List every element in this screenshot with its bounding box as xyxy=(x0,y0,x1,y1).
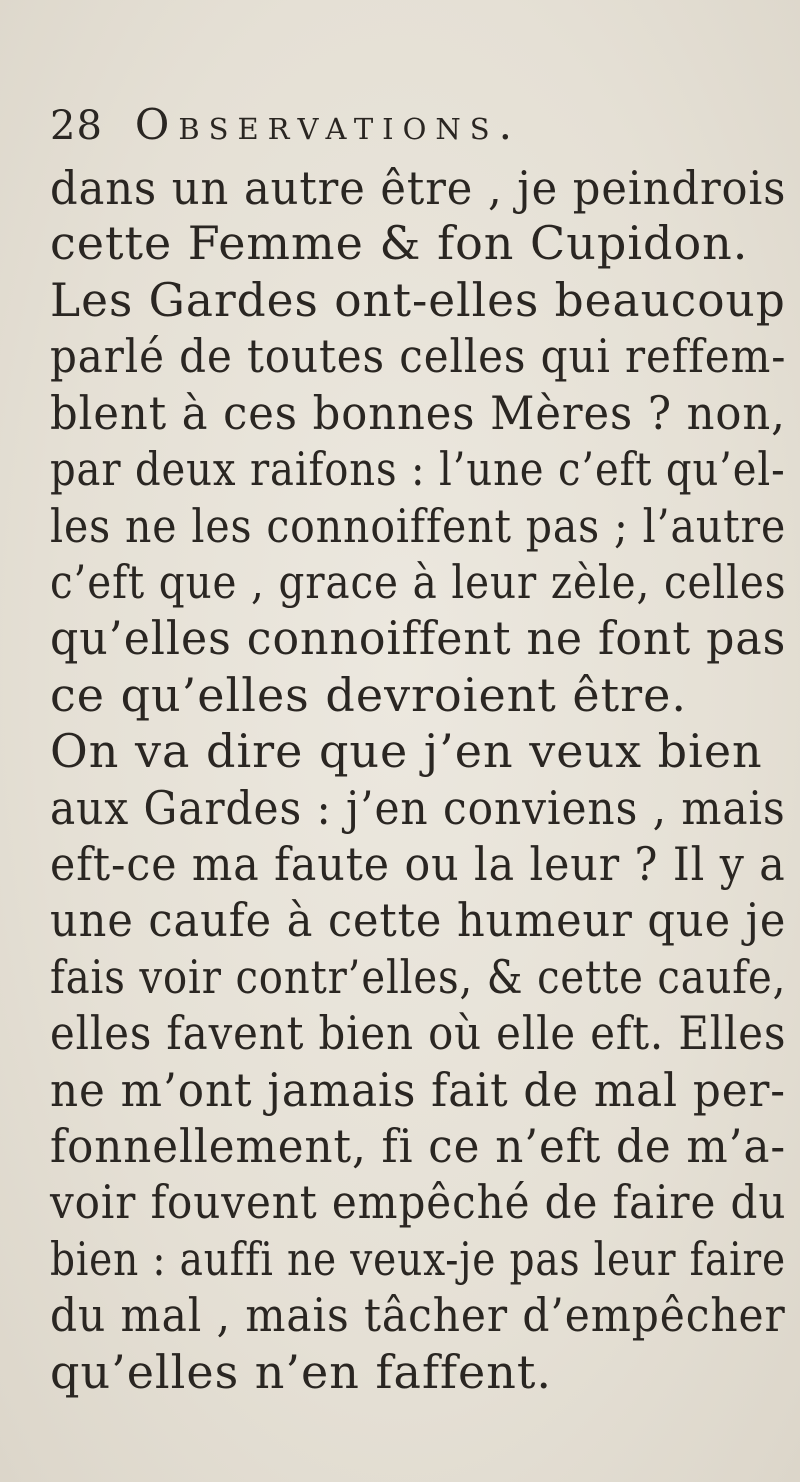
text-line: du mal , mais tâcher d’empêcher xyxy=(50,1288,786,1342)
text-line: fais voir contr’elles, & cette caufe, xyxy=(50,950,787,1004)
text-line: qu’elles n’en faffent. xyxy=(50,1345,552,1399)
text-line: c’eft que , grace à leur zèle, celles xyxy=(50,555,787,609)
text-line: une caufe à cette humeur que je xyxy=(50,893,787,947)
page-header xyxy=(50,100,521,160)
text-line: qu’elles connoiffent ne font pas xyxy=(50,611,787,665)
text-line: bien : auffi ne veux-je pas leur faire xyxy=(50,1232,786,1286)
text-line: fonnellement, fi ce n’eft de m’a- xyxy=(50,1119,787,1173)
text-line: elles favent bien où elle eft. Elles xyxy=(50,1006,787,1060)
text-line: Les Gardes ont-elles beaucoup xyxy=(50,273,786,327)
text-line: par deux raifons : l’une c’eft qu’el- xyxy=(50,442,786,496)
text-line: aux Gardes : j’en conviens , mais xyxy=(50,781,786,835)
text-line: parlé de toutes celles qui reffem- xyxy=(50,329,787,383)
text-line: dans un autre être , je peindrois xyxy=(50,161,787,215)
text-line: ce qu’elles devroient être. xyxy=(50,668,687,722)
text-line: les ne les connoiffent pas ; l’autre xyxy=(50,499,787,553)
text-line: eft-ce ma faute ou la leur ? Il y a xyxy=(50,837,786,891)
text-line: voir fouvent empêché de faire du xyxy=(50,1175,787,1229)
text-line: On va dire que j’en veux bien xyxy=(50,724,763,778)
text-line: ne m’ont jamais fait de mal per- xyxy=(50,1063,786,1117)
text-line: blent à ces bonnes Mères ? non, xyxy=(50,386,786,440)
running-title: Observations. xyxy=(134,100,521,149)
page-number: 28 xyxy=(50,103,103,149)
text-line: cette Femme & fon Cupidon. xyxy=(50,216,749,270)
